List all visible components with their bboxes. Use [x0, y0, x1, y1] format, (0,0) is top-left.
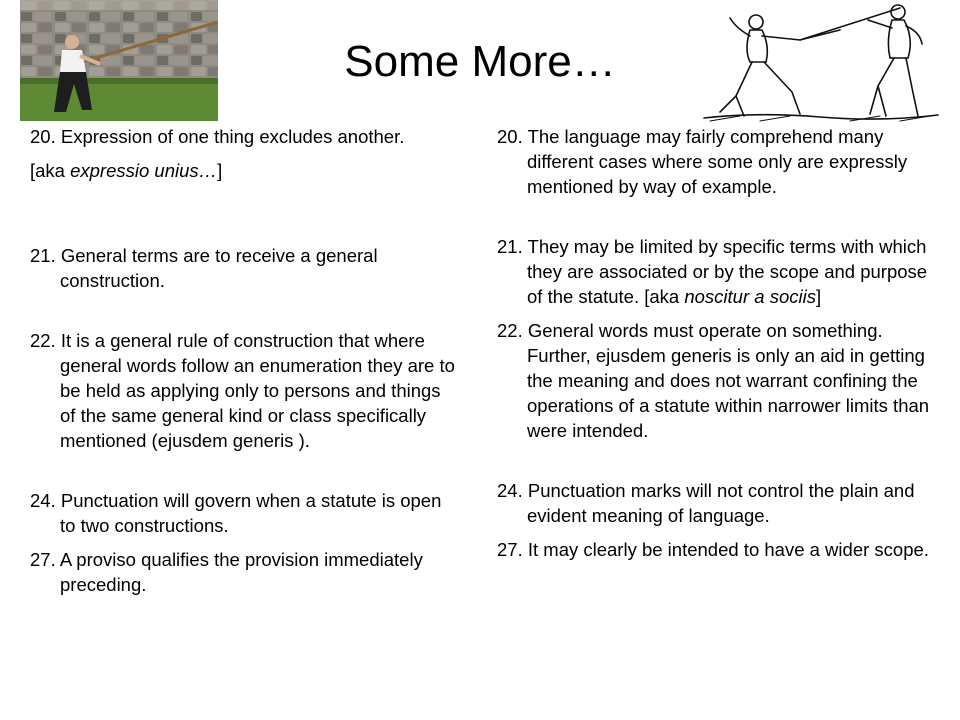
left-column	[30, 124, 460, 597]
left-aka-suffix: ]	[217, 160, 223, 181]
right-rule-21-term: noscitur a sociis	[684, 286, 816, 307]
fencers-dueling-sketch	[700, 0, 942, 123]
left-rule-20: 20. Expression of one thing excludes another.	[30, 126, 405, 147]
left-aka-term: expressio unius…	[70, 160, 218, 181]
right-rule-21-text: 21. They may be limited by specific terms with which they are associated or by the scope and purpose of the statute. [aka	[497, 236, 928, 307]
left-aka-prefix: [aka	[30, 160, 71, 181]
right-rule-20: 20. The language may fairly comprehend many different cases where some only are expressly mentioned by way of example.	[497, 126, 908, 197]
right-rule-27: 27. It may clearly be intended to have a wider scope.	[497, 539, 929, 560]
left-rule-24: 24. Punctuation will govern when a statute is open to two constructions.	[30, 490, 442, 536]
slide-title: Some More…	[344, 37, 616, 86]
right-column	[497, 124, 945, 562]
right-rule-22: 22. General words must operate on something. Further, ejusdem generis is only an aid in getting the meaning and does not warrant confining the operations of a statute within narrower limits than were intended.	[497, 320, 930, 441]
right-rule-21	[497, 234, 945, 309]
right-rule-21-suffix: ]	[815, 286, 822, 307]
left-rule-22: 22. It is a general rule of construction that where general words follow an enumeration they are to be held as applying only to persons and things of the same general kind or class specifically mentioned (ejusdem generis ).	[30, 330, 455, 451]
left-rule-21: 21. General terms are to receive a general construction.	[30, 245, 378, 291]
left-rule-20-aka	[30, 158, 460, 183]
right-rule-24: 24. Punctuation marks will not control the plain and evident meaning of language.	[497, 480, 915, 526]
left-rule-27: 27. A proviso qualifies the provision immediately preceding.	[30, 549, 423, 595]
man-pushing-long-pole-photo	[20, 0, 218, 121]
